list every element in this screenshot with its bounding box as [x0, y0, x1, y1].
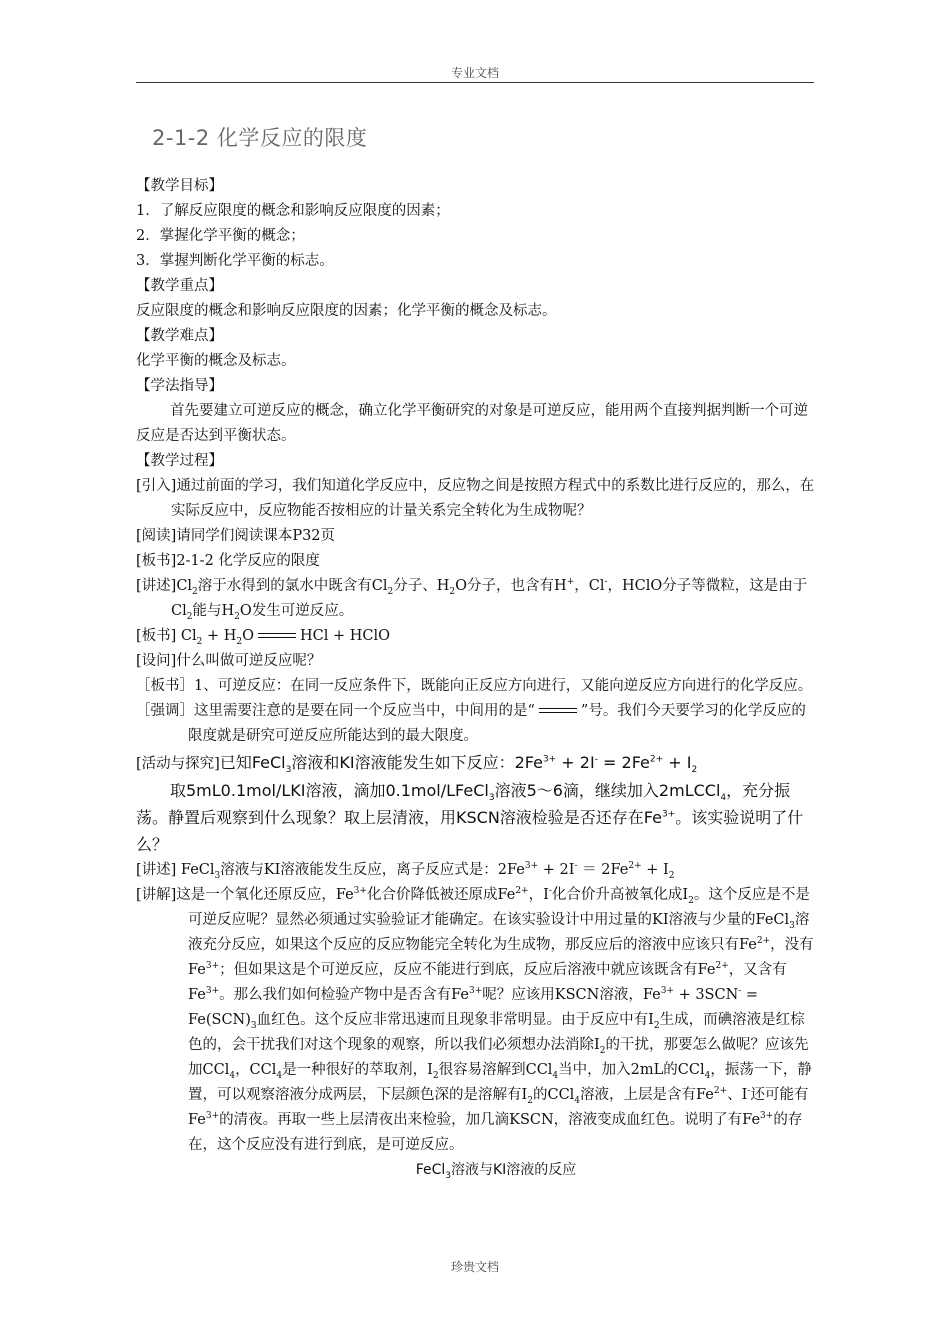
board-line-1: [板书]2-1-2 化学反应的限度	[136, 553, 320, 569]
method-heading: 【学法指导】	[136, 378, 223, 394]
page-header: 专业文档	[450, 66, 499, 80]
header-rule	[136, 82, 814, 83]
talk-paragraph-1: [讲述]$Cl_2$溶于水得到的氯水中既含有$Cl_2$分子、$H_2O$分子，也含有H+，Cl-，HClO分子等微粒，这是由于$Cl_2$能与$H_2O$发生可逆反应。	[136, 577, 808, 622]
talk-paragraph-2: [讲述] FeCl$_3$溶液与KI溶液能发生反应，离子反应式是：$2Fe^{3+} + 2I^- = 2Fe^{2+} + I_2$	[136, 861, 675, 881]
difficulty-text: 化学平衡的概念及标志。	[136, 353, 296, 369]
experiment-paragraph: 取5mL0.1mol/LKI溶液，滴加0.1mol/LFeCl$_3$溶液5～6滴，继续加入2mLCCl$_4$，充分振荡。静置后观察到什么现象？取上层清液，用KSCN溶液检验是否还存在$Fe^{3+}$。该实验说明了什么？	[136, 781, 804, 854]
equilibrium-arrow	[258, 631, 296, 641]
ask-line: [设问]什么叫做可逆反应呢？	[136, 653, 322, 669]
page-footer: 珍贵文档	[450, 1260, 499, 1274]
reading-line: [阅读]请同学们阅读课本P32页	[136, 528, 336, 544]
board-line-3: ［板书］1、可逆反应：在同一反应条件下，既能向正反应方向进行，又能向逆反应方向进行的化学反应。	[136, 678, 813, 694]
equilibrium-arrow	[539, 706, 577, 716]
process-heading: 【教学过程】	[136, 453, 223, 469]
intro-paragraph: [引入]通过前面的学习，我们知道化学反应中，反应物之间是按照方程式中的系数比进行反应的，那么，在实际反应中，反应物能否按相应的计量关系完全转化为生成物呢？	[136, 478, 815, 519]
board-line-2: [板书] $Cl_2 + H_2O$ HCl + HClO	[136, 628, 391, 647]
goals-heading: 【教学目标】	[136, 178, 223, 194]
key-text: 反应限度的概念和影响反应限度的因素；化学平衡的概念及标志。	[136, 303, 557, 319]
explanation-paragraph: [讲解]这是一个氧化还原反应，$Fe^{3+}$化合价降低被还原成$Fe^{2+}$，I-化合价升高被氧化成$I_2$。这个反应是不是可逆反应呢？显然必须通过实验验证才能确定。在该实验设计中用过量的KI溶液与少量的FeCl$_3$溶液充分反应，如果这个反应的反应物能完全转化为生成物，那反应后的溶液中应该只有$Fe^{2+}$，没有$Fe^{3+}$；但如果这是个可逆反应，反应不能进行到底，反应后溶液中就应该既含有$Fe^{2+}$，又含有$Fe^{3+}$。那么我们如何检验产物中是否含有$Fe^{3+}$呢？应该用KSCN溶液，$Fe^{3+} + 3SCN^- = Fe(SCN)_3$血红色。这个反应非常迅速而且现象非常明显。由于反应中有$I_2$生成，而碘溶液是红棕色的，会干扰我们对这个现象的观察，所以我们必须想办法消除$I_2$的干扰，那要怎么做呢？应该先加CCl$_4$，CCl$_4$是一种很好的萃取剂，$I_2$很容易溶解到CCl$_4$当中，加入2mL的CCl$_4$，振荡一下，静置，可以观察溶液分成两层，下层颜色深的是溶解有$I_2$的CCl$_4$溶液，上层是含有$Fe^{2+}$、I-还可能有$Fe^{3+}$的清夜。再取一些上层清夜出来检验，加几滴KSCN，溶液变成血红色。说明了有$Fe^{3+}$的存在，这个反应没有进行到底，是可逆反应。	[136, 886, 814, 1153]
document-title: 2-1-2 化学反应的限度	[152, 126, 368, 150]
method-text: 首先要建立可逆反应的概念，确立化学平衡研究的对象是可逆反应，能用两个直接判据判断一个可逆反应是否达到平衡状态。	[136, 403, 808, 444]
document-body	[136, 174, 816, 1183]
figure-caption: FeCl$_3$溶液与KI溶液的反应	[415, 1162, 577, 1181]
goal-3: 3．掌握判断化学平衡的标志。	[136, 253, 334, 269]
difficulty-heading: 【教学难点】	[136, 328, 223, 344]
activity-line: [活动与探究]已知FeCl$_3$溶液和KI溶液能发生如下反应：$2Fe^{3+} + 2I^- = 2Fe^{2+} + I_2$	[136, 753, 698, 776]
goal-1: 1．了解反应限度的概念和影响反应限度的因素；	[136, 203, 450, 219]
stress-paragraph: ［强调］这里需要注意的是要在同一个反应当中，中间用的是“ ”号。我们今天要学习的化学反应的限度就是研究可逆反应所能达到的最大限度。	[136, 703, 806, 744]
key-heading: 【教学重点】	[136, 278, 223, 294]
goal-2: 2．掌握化学平衡的概念；	[136, 228, 305, 244]
